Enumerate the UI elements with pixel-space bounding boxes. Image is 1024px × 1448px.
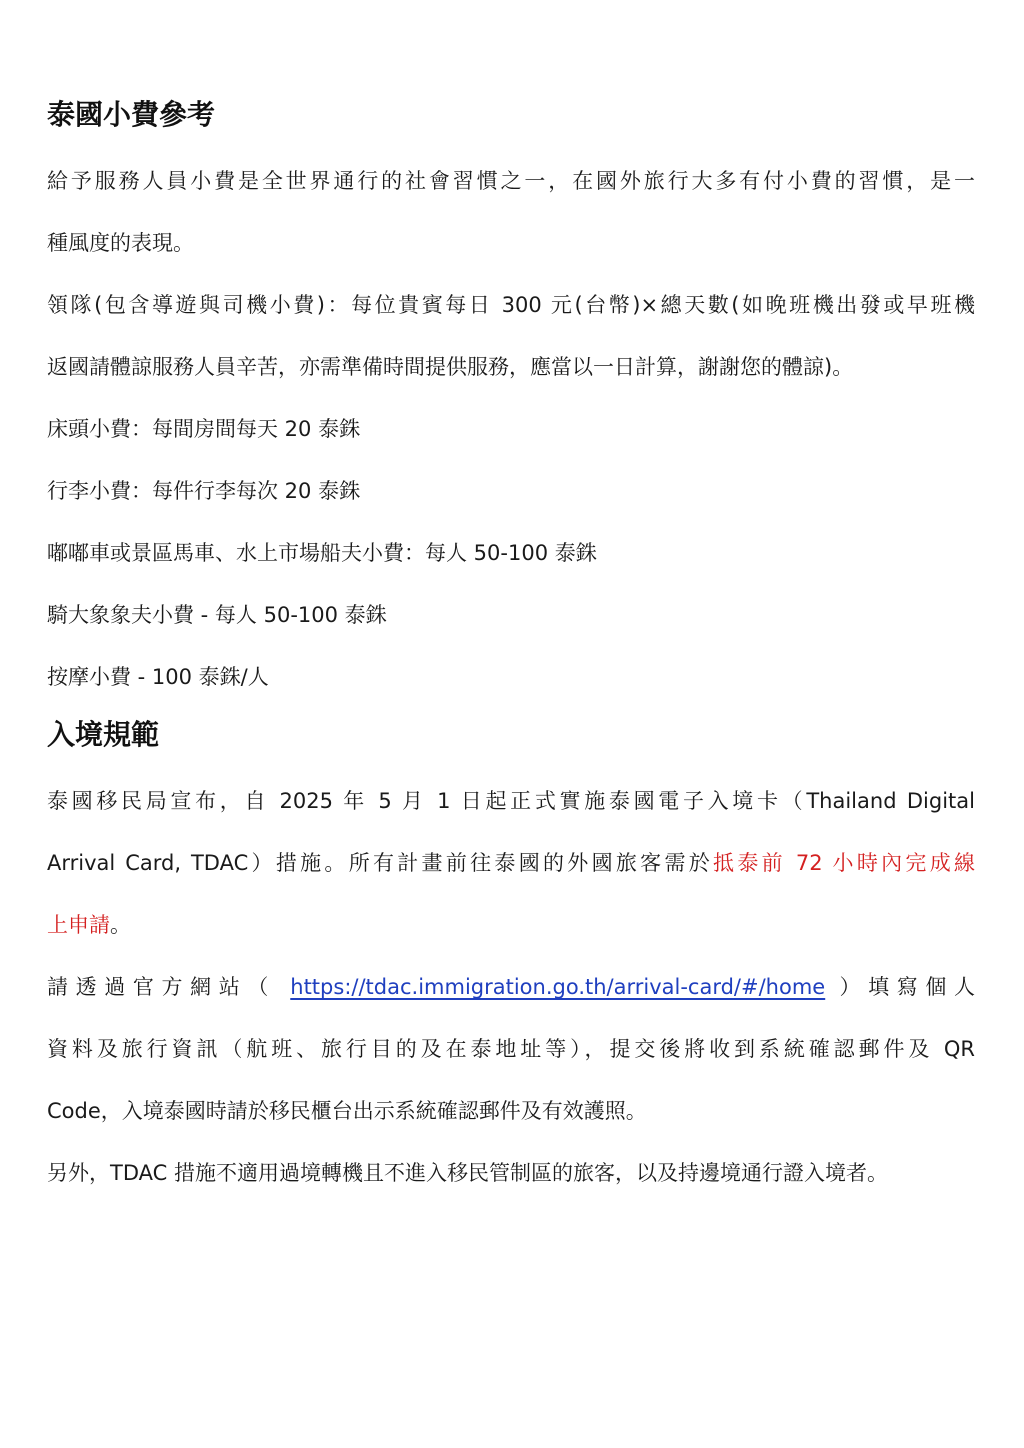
tips-intro-paragraph — [47, 150, 975, 274]
entry-deadline-highlight: 抵泰前 72 小時內完成線 — [713, 851, 975, 875]
entry-paragraph-1 — [47, 770, 975, 956]
entry-p1-text: 。 — [110, 913, 131, 937]
entry-heading: 入境規範 — [47, 718, 160, 751]
tips-leader-line: 領隊(包含導遊與司機小費)：每位貴賓每日 300 元(台幣)×總天數(如晚班機出發或早班機 — [47, 293, 975, 317]
entry-p1-text: Arrival Card, TDAC）措施。所有計畫前往泰國的外國旅客需於 — [47, 851, 714, 875]
entry-p1-line — [47, 894, 975, 956]
entry-p2-line — [47, 956, 975, 1018]
tips-leader-paragraph — [47, 274, 975, 398]
entry-p2-text: 請透過官方網站（ — [47, 975, 276, 999]
entry-paragraph-3: 另外，TDAC 措施不適用過境轉機且不進入移民管制區的旅客，以及持邊境通行證入境者。 — [47, 1161, 888, 1185]
entry-p2-text: ）填寫個人 — [839, 975, 975, 999]
tdac-website-link[interactable]: https://tdac.immigration.go.th/arrival-card/#/home — [290, 975, 826, 999]
tips-bed-item: 床頭小費：每間房間每天 20 泰銖 — [47, 417, 361, 441]
entry-p1-line: 泰國移民局宣布，自 2025 年 5 月 1 日起正式實施泰國電子入境卡（Thailand Digital — [47, 789, 975, 813]
entry-p2-line: Code，入境泰國時請於移民櫃台出示系統確認郵件及有效護照。 — [47, 1099, 647, 1123]
entry-paragraph-2 — [47, 956, 975, 1142]
entry-p1-line — [47, 832, 975, 894]
tips-leader-line: 返國請體諒服務人員辛苦，亦需準備時間提供服務，應當以一日計算，謝謝您的體諒)。 — [47, 355, 854, 379]
tips-luggage-item: 行李小費：每件行李每次 20 泰銖 — [47, 479, 361, 503]
tips-tuktuk-item: 嘟嘟車或景區馬車、水上市場船夫小費：每人 50-100 泰銖 — [47, 541, 597, 565]
tips-heading: 泰國小費參考 — [47, 98, 216, 131]
entry-deadline-highlight: 上申請 — [47, 913, 110, 937]
entry-p2-line: 資料及旅行資訊（航班、旅行目的及在泰地址等），提交後將收到系統確認郵件及 QR — [47, 1037, 975, 1061]
tips-massage-item: 按摩小費 - 100 泰銖/人 — [47, 665, 269, 689]
tips-elephant-item: 騎大象象夫小費 - 每人 50-100 泰銖 — [47, 603, 387, 627]
tips-intro-line: 種風度的表現。 — [47, 231, 194, 255]
tips-intro-line: 給予服務人員小費是全世界通行的社會習慣之一，在國外旅行大多有付小費的習慣，是一 — [47, 169, 975, 193]
